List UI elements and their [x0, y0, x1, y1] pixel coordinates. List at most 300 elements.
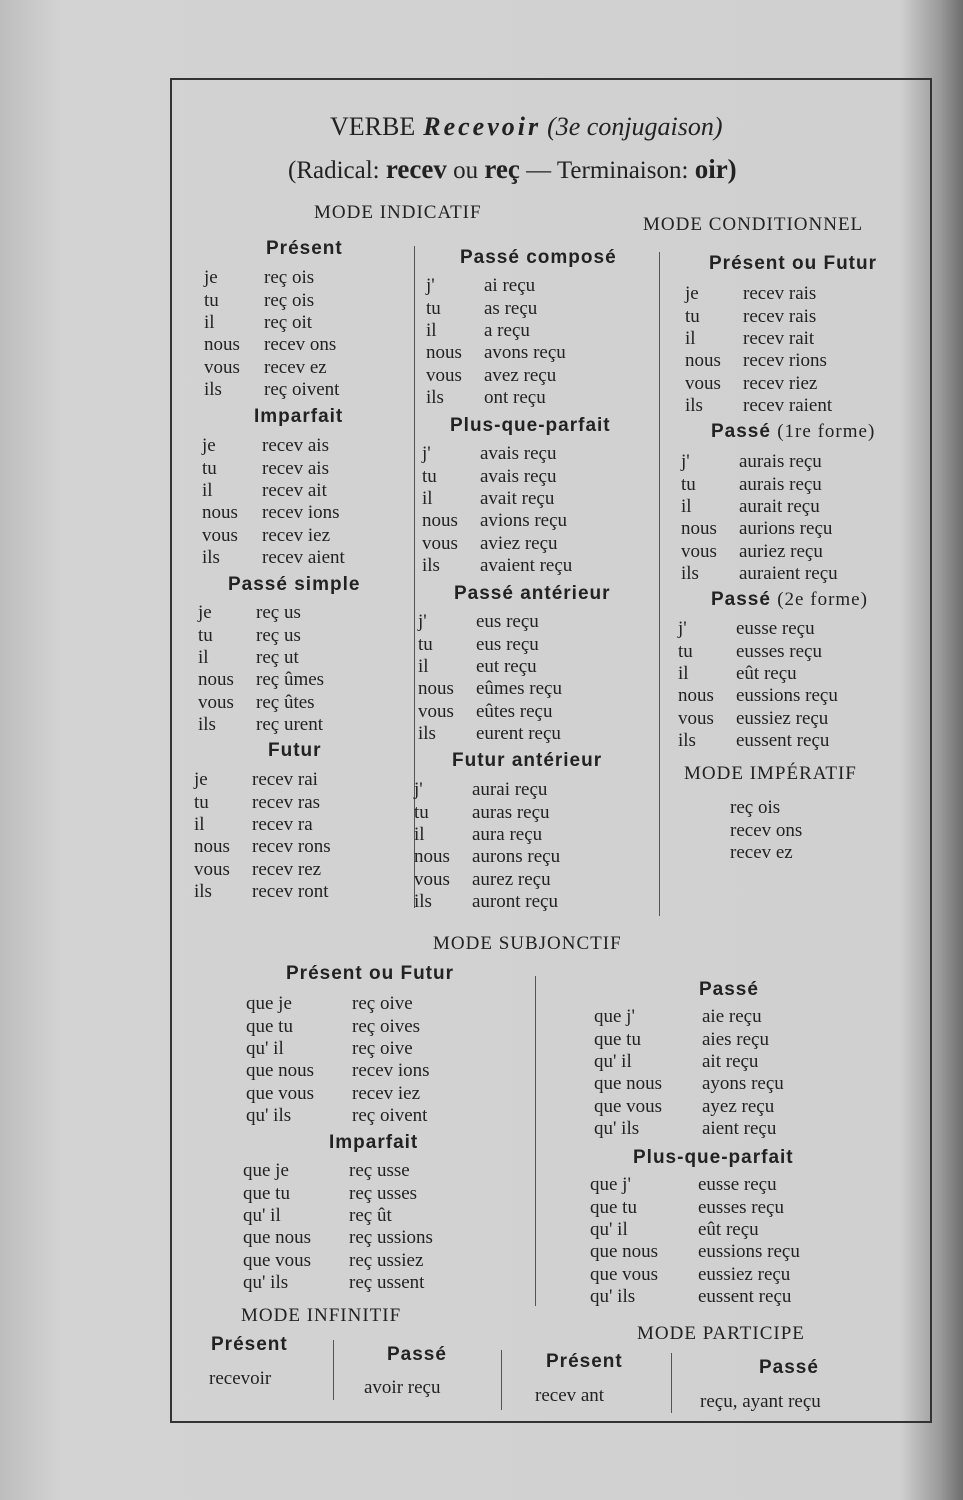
title-conjugation: (3e conjugaison) [547, 112, 723, 141]
pronoun: tu [685, 305, 700, 327]
conjugation-row [418, 633, 562, 655]
tense-subj-passe: Passé [699, 979, 759, 1000]
divider-participe [671, 1353, 672, 1413]
conjugation-row [243, 1205, 433, 1227]
pronoun: nous [194, 836, 230, 858]
pronoun: que vous [590, 1263, 659, 1285]
pronoun: qu' ils [590, 1286, 636, 1308]
verb-form: recev raient [743, 395, 833, 417]
verb-form: aurait reçu [739, 495, 820, 517]
verb-form: recev ez [264, 356, 327, 378]
verb-form: recev rons [252, 836, 331, 858]
conjugation-row [198, 647, 324, 669]
conjugation-row [243, 1227, 433, 1249]
conjugation-row [243, 1182, 433, 1204]
pronoun: tu [422, 465, 437, 487]
verb-form: eusses reçu [698, 1196, 784, 1218]
verb-form: avez reçu [484, 364, 557, 386]
pronoun: nous [202, 502, 238, 524]
pronoun: vous [202, 524, 238, 546]
conjugation-row [678, 640, 838, 662]
pronoun: qu' ils [243, 1272, 289, 1294]
verb-form: eus reçu [476, 611, 539, 633]
pronoun: ils [204, 379, 222, 401]
verb-form: recev ras [252, 791, 321, 813]
pronoun: ils [681, 563, 699, 585]
title-verb: Recevoir [423, 112, 542, 141]
mode-indicatif: MODE INDICATIF [314, 202, 482, 223]
verb-form: aviez reçu [480, 532, 558, 554]
conjugation-row [202, 502, 345, 524]
pronoun: que vous [246, 1082, 315, 1104]
verb-form: eussent reçu [736, 730, 830, 752]
pronoun: vous [198, 691, 234, 713]
conjugation-row [678, 685, 838, 707]
conjugation-row [681, 451, 838, 473]
pronoun: il [194, 813, 205, 835]
verb-form: avais reçu [480, 465, 557, 487]
verb-form: reç usses [349, 1182, 418, 1204]
conjugation-row [246, 993, 430, 1015]
verb-form: recev ons [264, 334, 337, 356]
tense-imparfait: Imparfait [254, 406, 344, 427]
pronoun: tu [681, 473, 696, 495]
pronoun: je [202, 435, 216, 457]
divider-modes [501, 1350, 502, 1410]
conjugation-row [685, 328, 832, 350]
tense-passe-simple: Passé simple [228, 574, 361, 595]
conjugation-row [685, 350, 832, 372]
divider-infinitif [333, 1340, 334, 1400]
conjugation-row [246, 1015, 430, 1037]
pronoun: tu [426, 297, 441, 319]
conjugation-row [246, 1105, 430, 1127]
tense-present: Présent [266, 238, 343, 259]
conjugation-row [418, 701, 562, 723]
verb-form: eusses reçu [736, 640, 822, 662]
verb-form: aie reçu [702, 1006, 762, 1028]
verb-form: reç ût [349, 1204, 392, 1226]
verb-form: aurons reçu [472, 846, 561, 868]
conjugation-row [194, 814, 331, 836]
verb-form: reç ois [264, 267, 315, 289]
participe-passe-label: Passé [759, 1357, 819, 1378]
pronoun: qu' ils [246, 1105, 292, 1127]
verb-form: recev aient [262, 547, 345, 569]
verb-form: auras reçu [472, 801, 550, 823]
page-title [330, 112, 723, 142]
verb-form: eûmes reçu [476, 678, 562, 700]
verb-form: aura reçu [472, 823, 543, 845]
verb-form: recev rai [252, 769, 318, 791]
conjugation-row [426, 275, 566, 297]
conj-subjonctif-imparfait [243, 1160, 433, 1294]
tense-cond-present: Présent ou Futur [709, 253, 878, 274]
conjugation-row [594, 1051, 784, 1073]
subtitle-term-label: Terminaison: [556, 157, 689, 184]
conjugation-row [202, 480, 345, 502]
subtitle-radical-1: recev [385, 154, 447, 184]
tense-futur-anterieur: Futur antérieur [452, 750, 603, 771]
conj-conditionnel-passe-2 [678, 618, 838, 752]
conj-subjonctif-plus-que-parfait [590, 1174, 800, 1308]
verb-form: aurai reçu [472, 779, 548, 801]
pronoun: ils [202, 547, 220, 569]
verb-form: recev iez [262, 524, 331, 546]
pronoun: qu' il [243, 1204, 281, 1226]
cond-passe-2-title: Passé [711, 589, 771, 610]
pronoun: que nous [243, 1227, 312, 1249]
verb-form: reç ut [256, 646, 299, 668]
pronoun: nous [426, 342, 462, 364]
pronoun: j' [414, 779, 423, 801]
verb-form: recev rais [743, 283, 817, 305]
pronoun: qu' il [590, 1218, 628, 1240]
pronoun: il [414, 823, 425, 845]
pronoun: que je [243, 1160, 289, 1182]
infinitif-passe: avoir reçu [364, 1377, 441, 1398]
divider-subjonctif [535, 976, 536, 1306]
pronoun: ils [198, 714, 216, 736]
subtitle-open: (Radical: [288, 157, 380, 184]
mode-participe: MODE PARTICIPE [637, 1323, 805, 1344]
pronoun: tu [204, 289, 219, 311]
infinitif-passe-label: Passé [387, 1344, 447, 1365]
verb-form: reç ûmes [256, 669, 325, 691]
pronoun: il [685, 327, 696, 349]
verb-form: reç ûtes [256, 691, 315, 713]
verb-form: aurez reçu [472, 868, 551, 890]
conjugation-row [243, 1272, 433, 1294]
conjugation-row [594, 1006, 784, 1028]
pronoun: vous [426, 364, 462, 386]
conjugation-row [681, 563, 838, 585]
conjugation-row [194, 836, 331, 858]
verb-form: recev rait [743, 327, 815, 349]
verb-form: eussions reçu [698, 1241, 800, 1263]
verb-form: reç ois [264, 289, 315, 311]
pronoun: nous [414, 846, 450, 868]
pronoun: ils [194, 881, 212, 903]
conjugation-row [198, 669, 324, 691]
conjugation-row [414, 869, 560, 891]
verb-form: recev rions [743, 350, 827, 372]
conjugation-row [194, 859, 331, 881]
cond-passe-2-form: (2e forme) [777, 589, 868, 610]
pronoun: nous [418, 678, 454, 700]
pronoun: nous [678, 685, 714, 707]
verb-form: eûtes reçu [476, 700, 553, 722]
pronoun: j' [422, 443, 431, 465]
verb-form: avais reçu [480, 443, 557, 465]
conjugation-row [414, 801, 560, 823]
verb-form: recev ais [262, 435, 329, 457]
conjugation-row [590, 1196, 800, 1218]
pronoun: ils [414, 891, 432, 913]
verb-form: eusse reçu [736, 618, 815, 640]
conjugation-row [678, 618, 838, 640]
pronoun: que nous [590, 1241, 659, 1263]
verb-form: eussiez reçu [698, 1263, 791, 1285]
verb-form: auraient reçu [739, 563, 838, 585]
verb-form: reç oive [352, 1037, 413, 1059]
verb-form: reç oit [264, 311, 313, 333]
tense-passe-anterieur: Passé antérieur [454, 583, 611, 604]
conjugation-row [202, 457, 345, 479]
pronoun: je [204, 267, 218, 289]
conjugation-row [590, 1264, 800, 1286]
verb-form: auriez reçu [739, 540, 823, 562]
conjugation-row [204, 312, 339, 334]
conj-indicatif-passe-anterieur [418, 611, 562, 745]
pronoun: il [426, 319, 437, 341]
mode-infinitif: MODE INFINITIF [241, 1305, 402, 1326]
conjugation-row [246, 1083, 430, 1105]
verb-form: aurais reçu [739, 451, 822, 473]
pronoun: ils [418, 723, 436, 745]
conj-indicatif-passe-compose [426, 275, 566, 409]
conjugation-row [426, 365, 566, 387]
verb-form: reç urent [256, 714, 323, 736]
verb-form: eût reçu [736, 662, 797, 684]
verb-form: eurent reçu [476, 723, 561, 745]
subtitle-radical-2: reç [484, 154, 520, 184]
imperatif-form-1: reç ois [730, 797, 781, 818]
conjugation-row [194, 769, 331, 791]
pronoun: que nous [594, 1073, 663, 1095]
pronoun: que tu [594, 1028, 641, 1050]
pronoun: tu [678, 640, 693, 662]
pronoun: vous [685, 372, 721, 394]
tense-plus-que-parfait: Plus-que-parfait [450, 415, 611, 436]
conjugation-row [198, 714, 324, 736]
conjugation-row [681, 496, 838, 518]
pronoun: il [678, 662, 689, 684]
pronoun: ils [426, 387, 444, 409]
pronoun: que tu [590, 1196, 637, 1218]
verb-form: reç ussions [349, 1227, 433, 1249]
conjugation-row [590, 1174, 800, 1196]
conjugation-row [426, 342, 566, 364]
conjugation-row [678, 708, 838, 730]
conjugation-row [204, 267, 339, 289]
pronoun: nous [198, 669, 234, 691]
pronoun: vous [204, 356, 240, 378]
tense-cond-passe-2 [711, 589, 868, 611]
conjugation-row [418, 611, 562, 633]
verb-form: recev ions [262, 502, 340, 524]
verb-form: recev ions [352, 1060, 430, 1082]
conj-conditionnel-present [685, 283, 832, 417]
verb-form: eussent reçu [698, 1286, 792, 1308]
pronoun: il [202, 479, 213, 501]
verb-form: reç us [256, 624, 301, 646]
pronoun: vous [418, 700, 454, 722]
verb-form: ayons reçu [702, 1073, 784, 1095]
pronoun: tu [202, 457, 217, 479]
pronoun: ils [422, 555, 440, 577]
verb-form: aurions reçu [739, 518, 833, 540]
verb-form: aient reçu [702, 1118, 777, 1140]
imperatif-form-2: recev ons [730, 820, 803, 841]
conjugation-row [422, 488, 572, 510]
pronoun: nous [685, 350, 721, 372]
conjugation-row [246, 1038, 430, 1060]
verb-form: reç oive [352, 993, 413, 1015]
conjugation-row [594, 1096, 784, 1118]
verb-form: ait reçu [702, 1050, 759, 1072]
conjugation-row [590, 1219, 800, 1241]
pronoun: il [198, 646, 209, 668]
conjugation-row [246, 1060, 430, 1082]
participe-present: recev ant [535, 1385, 605, 1406]
verb-form: ayez reçu [702, 1095, 775, 1117]
conjugation-row [418, 678, 562, 700]
conjugation-row [426, 297, 566, 319]
conj-indicatif-imparfait [202, 435, 345, 569]
conjugation-row [590, 1286, 800, 1308]
pronoun: vous [422, 532, 458, 554]
conjugation-row [422, 510, 572, 532]
subtitle-dash: — [526, 157, 552, 184]
verb-form: reç ussent [349, 1272, 425, 1294]
tense-cond-passe-1 [711, 421, 875, 443]
conjugation-row [243, 1160, 433, 1182]
verb-form: recev ait [262, 479, 327, 501]
conjugation-row [594, 1073, 784, 1095]
cond-passe-1-title: Passé [711, 421, 771, 442]
pronoun: j' [426, 275, 435, 297]
verb-form: eut reçu [476, 655, 537, 677]
pronoun: que j' [590, 1174, 631, 1196]
conjugation-row [198, 602, 324, 624]
verb-form: avait reçu [480, 487, 555, 509]
conjugation-row [426, 320, 566, 342]
pronoun: tu [194, 791, 209, 813]
tense-subj-present: Présent ou Futur [286, 963, 455, 984]
pronoun: j' [418, 611, 427, 633]
pronoun: il [418, 655, 429, 677]
pronoun: vous [414, 868, 450, 890]
verb-form: recev riez [743, 372, 818, 394]
pronoun: tu [418, 633, 433, 655]
conj-subjonctif-present [246, 993, 430, 1127]
conjugation-row [681, 541, 838, 563]
conjugation-row [194, 881, 331, 903]
verb-form: recev iez [352, 1082, 421, 1104]
conjugation-row [418, 723, 562, 745]
conjugation-row [678, 730, 838, 752]
conj-indicatif-plus-que-parfait [422, 443, 572, 577]
pronoun: je [194, 769, 208, 791]
tense-subj-imparfait: Imparfait [329, 1132, 419, 1153]
conjugation-row [418, 656, 562, 678]
verb-form: eussiez reçu [736, 707, 829, 729]
pronoun: que nous [246, 1060, 315, 1082]
participe-passe: reçu, ayant reçu [700, 1391, 821, 1412]
verb-form: reç oivent [352, 1105, 428, 1127]
pronoun: que j' [594, 1006, 635, 1028]
conjugation-row [202, 547, 345, 569]
pronoun: nous [204, 334, 240, 356]
verb-form: a reçu [484, 319, 530, 341]
pronoun: que tu [246, 1015, 293, 1037]
conjugation-row [681, 473, 838, 495]
infinitif-present-label: Présent [211, 1334, 288, 1355]
subtitle-ending: oir) [694, 154, 737, 184]
conjugation-row [685, 395, 832, 417]
conj-indicatif-futur [194, 769, 331, 903]
imperatif-form-3: recev ez [730, 842, 793, 863]
conjugation-row [243, 1250, 433, 1272]
conjugation-row [590, 1241, 800, 1263]
conjugation-row [198, 692, 324, 714]
pronoun: que tu [243, 1182, 290, 1204]
verb-form: reç oives [352, 1015, 421, 1037]
pronoun: je [685, 283, 699, 305]
pronoun: j' [681, 451, 690, 473]
verb-form: reç oivent [264, 379, 340, 401]
verb-form: eût reçu [698, 1218, 759, 1240]
conjugation-row [202, 525, 345, 547]
conjugation-row [426, 387, 566, 409]
verb-form: reç ussiez [349, 1249, 424, 1271]
conj-indicatif-futur-anterieur [414, 779, 560, 913]
mode-subjonctif: MODE SUBJONCTIF [433, 933, 622, 954]
conjugation-row [414, 891, 560, 913]
verb-form: recev ais [262, 457, 329, 479]
verb-form: reç usse [349, 1160, 410, 1182]
verb-form: aies reçu [702, 1028, 769, 1050]
verb-form: recev ra [252, 813, 313, 835]
conjugation-row [685, 305, 832, 327]
conjugation-row [414, 846, 560, 868]
tense-passe-compose: Passé composé [460, 247, 617, 268]
conjugation-row [204, 334, 339, 356]
verb-form: ont reçu [484, 387, 546, 409]
pronoun: qu' il [246, 1037, 284, 1059]
conjugation-row [681, 518, 838, 540]
verb-form: recev rais [743, 305, 817, 327]
conjugation-row [678, 663, 838, 685]
pronoun: j' [678, 618, 687, 640]
conjugation-row [204, 289, 339, 311]
conj-indicatif-passe-simple [198, 602, 324, 736]
pronoun: tu [198, 624, 213, 646]
conjugation-row [422, 443, 572, 465]
verb-form: avaient reçu [480, 555, 573, 577]
pronoun: que vous [243, 1249, 312, 1271]
verb-form: eus reçu [476, 633, 539, 655]
conjugation-row [194, 791, 331, 813]
pronoun: nous [681, 518, 717, 540]
cond-passe-1-form: (1re forme) [777, 421, 876, 442]
verb-form: recev ront [252, 881, 329, 903]
pronoun: il [422, 487, 433, 509]
conjugation-row [594, 1118, 784, 1140]
pronoun: qu' il [594, 1050, 632, 1072]
conjugation-row [414, 779, 560, 801]
verb-form: recev rez [252, 858, 322, 880]
verb-form: reç us [256, 602, 301, 624]
pronoun: que vous [594, 1095, 663, 1117]
pronoun: je [198, 602, 212, 624]
pronoun: ils [685, 395, 703, 417]
conjugation-row [685, 283, 832, 305]
pronoun: nous [422, 510, 458, 532]
verb-form: auront reçu [472, 891, 558, 913]
conjugation-row [422, 555, 572, 577]
